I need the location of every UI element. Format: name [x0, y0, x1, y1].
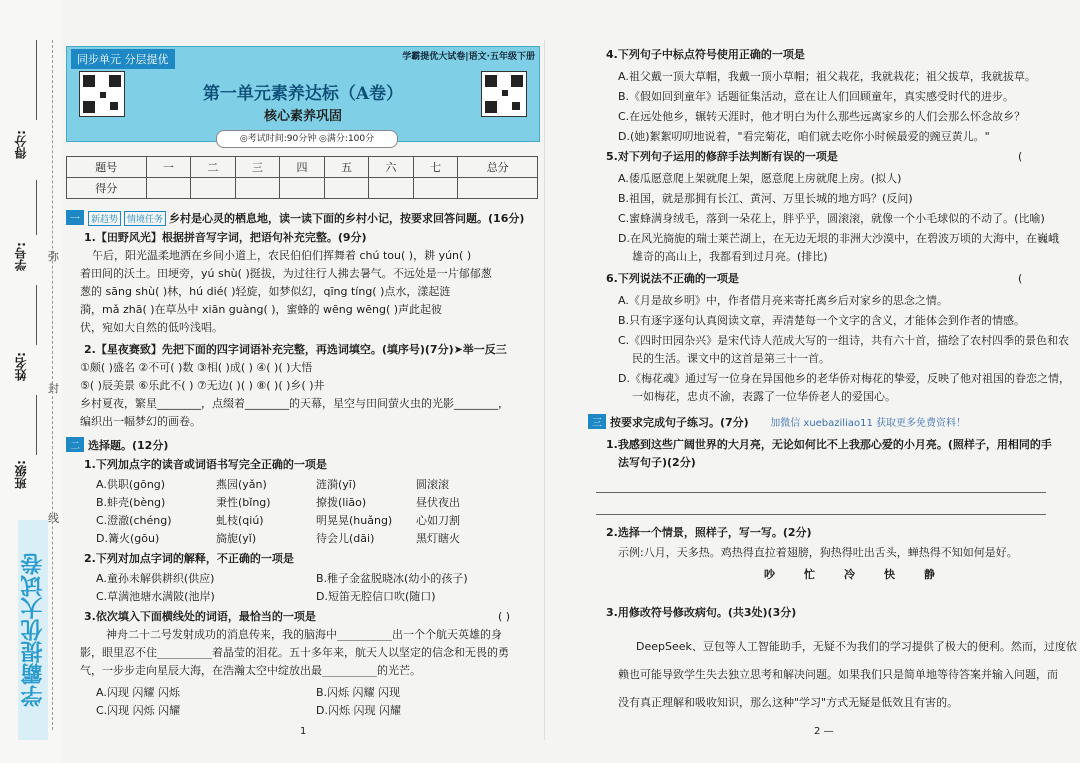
score-input-cell[interactable] — [280, 178, 325, 199]
option[interactable]: B.《假如回到童年》话题征集活动，意在让人们回顾童年，真实感受时代的进步。 — [618, 90, 1015, 103]
option[interactable]: B.祖国，就是那拥有长江、黄河、万里长城的地方吗？(反问) — [618, 192, 913, 205]
section-3-heading — [588, 414, 966, 430]
option: 秉性(bǐng) — [216, 496, 271, 509]
option: 虬枝(qiú) — [216, 514, 264, 527]
question-stem: 2.选择一个情景，照样子，写一写。(2分) — [606, 526, 812, 539]
section-number: 二 — [66, 437, 84, 452]
score-label: 得分: — [14, 130, 28, 159]
name-blank[interactable] — [36, 285, 37, 345]
question-stem: 6.下列说法不正确的一项是 — [606, 272, 739, 285]
option[interactable]: B.蚌壳(bèng) — [96, 496, 166, 509]
question-stem: 4.下列句子中标点符号使用正确的一项是 — [606, 48, 805, 61]
scenario-word[interactable]: 静 — [924, 568, 935, 581]
score-table-score-row — [67, 178, 538, 199]
passage-line: 气，一步步走向星辰大海，在浩瀚太空中绽放出最__________的光芒。 — [80, 664, 421, 677]
score-cell: 四 — [280, 157, 325, 178]
section-text: 按要求完成句子练习。(7分) — [610, 416, 749, 429]
score-cell: 总分 — [458, 157, 538, 178]
option: 圆滚滚 — [416, 478, 449, 491]
option: 旖旎(yǐ) — [216, 532, 257, 545]
idiom-line: ⑤( )辰美景 ⑥乐此不( ) ⑦无边( )( ) ⑧( )( )乡( )井 — [80, 379, 325, 392]
passage-line: 编织出一幅梦幻的画卷。 — [80, 415, 201, 428]
option: 待会儿(dāi) — [316, 532, 375, 545]
option[interactable]: A.供职(gōng) — [96, 478, 166, 491]
wechat-note: 加微信 xuebaziliao11 获取更多免费资料！ — [770, 418, 967, 429]
section-1-heading — [66, 210, 524, 226]
score-input-cell[interactable] — [191, 178, 236, 199]
option[interactable]: C.草满池塘水满陂(池岸) — [96, 590, 215, 603]
page-number: 2 — — [814, 726, 834, 737]
section-number: 三 — [588, 414, 606, 429]
option[interactable]: B.只有逐字逐句认真阅读文章，弄清楚每一个文字的含义，才能体会到作者的情感。 — [618, 314, 1026, 327]
passage-line: 没有真正理解和吸收知识，那么这种"学习"方式无疑是低效且有害的。 — [618, 696, 959, 709]
option: 黑灯瞎火 — [416, 532, 460, 545]
section-number: 一 — [66, 210, 84, 225]
option[interactable]: D.篝火(gōu) — [96, 532, 160, 545]
passage-line: 伏，宛如大自然的低吟浅唱。 — [80, 321, 223, 334]
idiom-line: ①颇( )盛名 ②不可( )数 ③相( )成( ) ④( )( )大悟 — [80, 361, 313, 374]
option[interactable]: B.稚子金盆脱晓冰(幼小的孩子) — [316, 572, 468, 585]
score-cell: 六 — [369, 157, 414, 178]
score-table — [66, 156, 538, 199]
option[interactable]: A.祖父戴一顶大草帽，我戴一顶小草帽；祖父栽花，我就栽花；祖父拔草，我就拔草。 — [618, 70, 1036, 83]
brand-vertical: 学霸提优大试卷 — [18, 520, 48, 740]
passage-line: 乡村夏夜，繁星________，点缀着________的天幕，星空与田间萤火虫的光影________， — [80, 397, 509, 410]
name-label: 姓名: — [14, 352, 28, 381]
score-blank[interactable] — [36, 40, 37, 120]
score-input-cell[interactable] — [324, 178, 369, 199]
option[interactable]: C.《四时田园杂兴》是宋代诗人范成大写的一组诗，共有六十首，描绘了农村四季的景色和农 — [618, 334, 1070, 347]
seal-mark-feng: 封 — [48, 382, 59, 395]
answer-bracket[interactable]: ( — [1018, 272, 1023, 285]
option: 燕园(yǎn) — [216, 478, 267, 491]
score-input-cell[interactable] — [458, 178, 538, 199]
page-number: 1 — [300, 726, 307, 737]
option[interactable]: B.闪烁 闪耀 闪现 — [316, 686, 401, 699]
option[interactable]: A.《月是故乡明》中，作者借月亮来寄托离乡后对家乡的思念之情。 — [618, 294, 948, 307]
score-input-cell[interactable] — [146, 178, 191, 199]
binding-strip — [0, 0, 62, 763]
question-stem: 2.【星夜赛致】先把下面的四字词语补充完整，再选词填空。(填序号)(7分)➤举一反三 — [84, 343, 507, 356]
passage-line: 着田间的沃土。田埂旁，yú shù( )挺拔，为过往行人拂去暑气。不远处是一片郁郁葱 — [80, 267, 492, 280]
section-2-heading — [66, 437, 168, 453]
exam-header — [66, 46, 540, 142]
question-stem: 1.下列加点字的读音或词语书写完全正确的一项是 — [84, 458, 327, 471]
question-stem: 1.【田野风光】根据拼音写字词，把语句补充完整。(9分) — [84, 231, 367, 244]
option: 昼伏夜出 — [416, 496, 460, 509]
option[interactable]: C.闪现 闪烁 闪耀 — [96, 704, 181, 717]
example-text: 示例:八月，天多热。鸡热得直拉着翅膀，狗热得吐出舌头，蝉热得不知如何是好。 — [618, 546, 1018, 559]
passage-line: 影，眼里忍不住__________着晶莹的泪花。五十多年来，航天人以坚定的信念和无畏的勇 — [80, 646, 509, 659]
header-tag: 同步单元 分层提优 — [71, 49, 175, 69]
option[interactable]: D.《梅花魂》通过写一位身在异国他乡的老华侨对梅花的挚爱，反映了他对祖国的眷恋之情， — [618, 372, 1070, 385]
class-blank[interactable] — [36, 395, 37, 455]
answer-bracket[interactable]: ( — [1018, 150, 1023, 163]
option[interactable]: A.倭瓜愿意爬上架就爬上架，愿意爬上房就爬上房。(拟人) — [618, 172, 902, 185]
passage-line: 午后，阳光温柔地洒在乡间小道上，农民伯伯们挥舞着 chú tou( )，耕 yún( ) — [92, 249, 472, 262]
scenario-word[interactable]: 忙 — [804, 568, 815, 581]
right-page — [588, 44, 1077, 744]
option[interactable]: D.闪烁 闪现 闪耀 — [316, 704, 401, 717]
score-cell: 三 — [235, 157, 280, 178]
question-stem: 5.对下列句子运用的修辞手法判断有误的一项是 — [606, 150, 838, 163]
student-id-label: 学号: — [14, 242, 28, 271]
score-input-cell[interactable] — [369, 178, 414, 199]
section-text: 乡村是心灵的栖息地，读一读下面的乡村小记，按要求回答问题。(16分) — [169, 212, 525, 225]
qr-code-right-icon[interactable] — [481, 71, 527, 117]
option[interactable]: A.童孙未解供耕织(供应) — [96, 572, 215, 585]
seal-mark-mi: 弥 — [48, 250, 59, 263]
question-stem: 3.依次填入下面横线处的词语，最恰当的一项是 — [84, 610, 316, 623]
question-stem-continuation: 法写句子)(2分) — [618, 456, 696, 469]
section-tag: 情境任务 — [124, 211, 166, 226]
score-cell: 七 — [413, 157, 458, 178]
option[interactable]: C.在远处他乡，辗转天涯时，他才明白为什么那些远离家乡的人们会那么怀念故乡？ — [618, 110, 1026, 123]
page-fold — [544, 40, 545, 740]
left-page — [66, 40, 538, 740]
option-continuation: 一如梅花，忠贞不渝，表露了一位华侨老人的爱国心。 — [632, 390, 896, 403]
series-label: 学霸提优大试卷|语文·五年级下册 — [402, 52, 535, 62]
option[interactable]: A.闪现 闪耀 闪烁 — [96, 686, 180, 699]
option[interactable]: D.(她)絮絮叨叨地说着，"看完菊花，咱们就去吃你小时候最爱的豌豆黄儿。" — [618, 130, 990, 143]
qr-code-left-icon[interactable] — [79, 71, 125, 117]
option: 明晃晃(huǎng) — [316, 514, 393, 527]
option-continuation: 民的生活。课文中的这首是第三十一首。 — [632, 352, 830, 365]
passage-line: 葱的 sāng shù( )林，hú dié( )轻旋，如梦似幻，qīng tíng( )点水，漾起涟 — [80, 285, 451, 298]
score-cell: 得分 — [67, 178, 147, 199]
option[interactable]: C.澄澈(chéng) — [96, 514, 172, 527]
scenario-word[interactable]: 吵 — [764, 568, 775, 581]
score-cell: 一 — [146, 157, 191, 178]
student-id-blank[interactable] — [36, 180, 37, 235]
passage-line: DeepSeek、豆包等人工智能助手，无疑不为我们的学习提供了极大的便利。然而，过度依 — [636, 640, 1077, 653]
answer-line[interactable] — [596, 514, 1046, 515]
question-stem: 2.下列对加点字词的解释，不正确的一项是 — [84, 552, 294, 565]
option-continuation: 雄奇的高山上，我都看到过月亮。(排比) — [632, 250, 828, 263]
score-cell: 题号 — [67, 157, 147, 178]
option: 心如刀割 — [416, 514, 460, 527]
section-text: 选择题。(12分) — [88, 439, 169, 452]
option: 撩拨(liāo) — [316, 496, 367, 509]
score-input-cell[interactable] — [413, 178, 458, 199]
score-input-cell[interactable] — [235, 178, 280, 199]
passage-line: 赖也可能导致学生失去独立思考和解决问题。如果我们只是简单地等待答案并输入问题，而 — [618, 668, 1058, 681]
scenario-word[interactable]: 快 — [884, 568, 895, 581]
option[interactable]: D.短笛无腔信口吹(随口) — [316, 590, 436, 603]
seal-mark-xian: 线 — [48, 512, 59, 525]
option: 涟漪(yī) — [316, 478, 357, 491]
passage-line: 神舟二十二号发射成功的消息传来，我的脑海中__________出一个个航天英雄的身 — [106, 628, 502, 641]
question-stem: 1.我感到这些广阔世界的大月亮，无论如何比不上我那心爱的小月亮。(照样子，用相同的手 — [606, 438, 1052, 451]
section-tag: 新趋势 — [88, 211, 121, 226]
question-stem: 3.用修改符号修改病句。(共3处)(3分) — [606, 606, 797, 619]
scenario-word[interactable]: 冷 — [844, 568, 855, 581]
answer-line[interactable] — [596, 492, 1046, 493]
score-cell: 五 — [324, 157, 369, 178]
exam-title: 第一单元素养达标（A卷） — [202, 84, 404, 104]
score-cell: 二 — [191, 157, 236, 178]
answer-bracket[interactable]: ( ) — [498, 610, 511, 623]
time-score-bar: ◎考试时间:90分钟 ◎满分:100分 — [216, 130, 398, 148]
class-label: 班级: — [14, 460, 28, 489]
score-table-header-row — [67, 157, 538, 178]
option[interactable]: D.在风光旖旎的瑞士莱芒湖上，在无边无垠的非洲大沙漠中，在碧波万顷的大海中，在巍峨 — [618, 232, 1059, 245]
passage-line: 漪，mǎ zhā( )在草丛中 xiān guàng( )，蜜蜂的 wēng wēng( )声此起彼 — [80, 303, 443, 316]
option[interactable]: C.蜜蜂满身绒毛，落到一朵花上，胖乎乎，圆滚滚，就像一个小毛球似的不动了。(比喻) — [618, 212, 1045, 225]
exam-subtitle: 核心素养巩固 — [263, 109, 342, 124]
